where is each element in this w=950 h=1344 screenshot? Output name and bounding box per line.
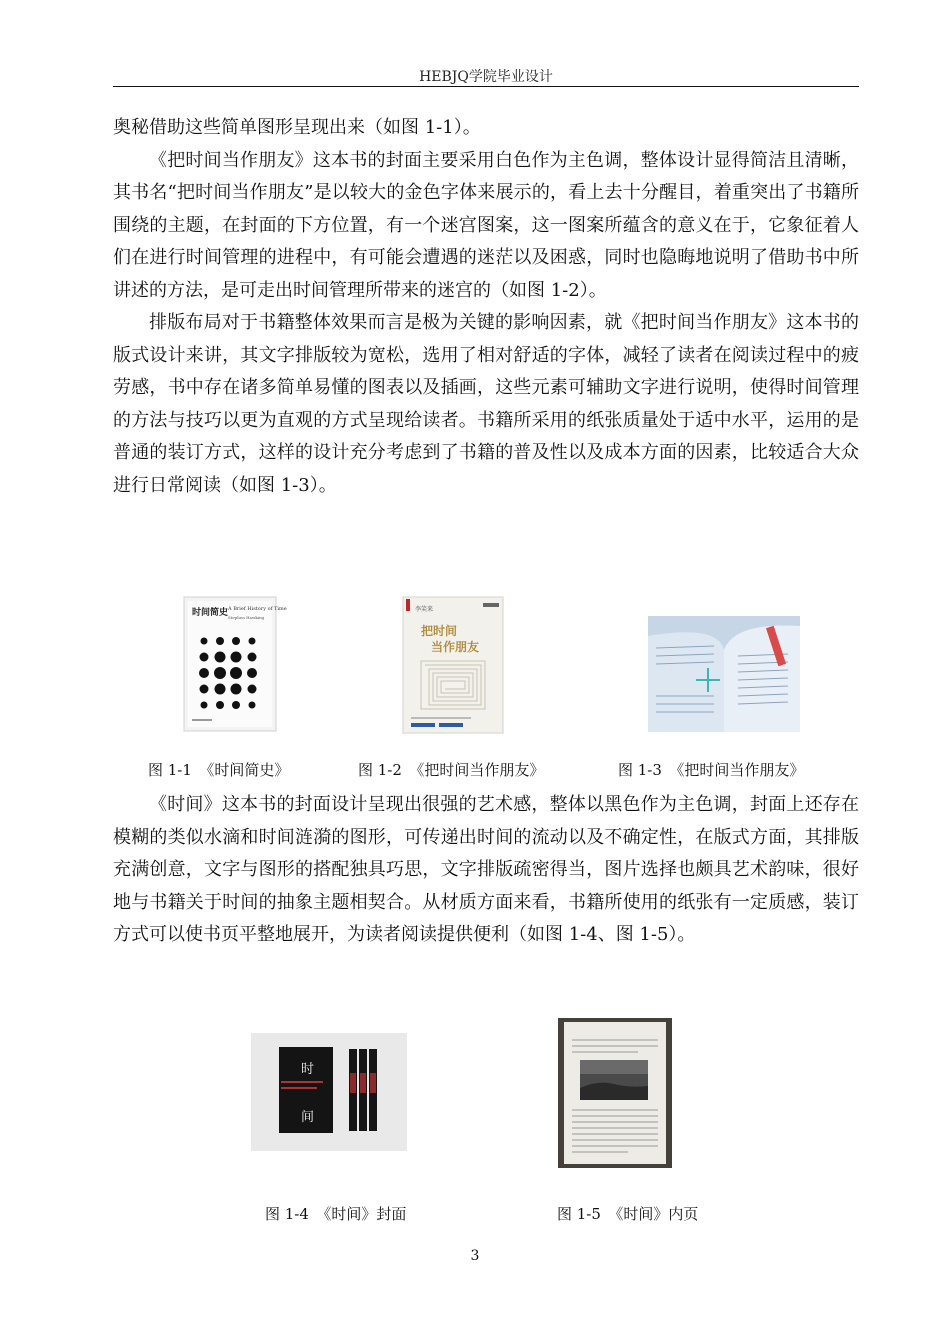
text-block-2 xyxy=(113,789,859,952)
figure-1-1-image xyxy=(184,597,287,735)
figure-1-4-image xyxy=(251,1033,407,1155)
page-number: 3 xyxy=(470,1248,480,1264)
figure-1-3-image xyxy=(648,616,800,736)
cover-char-1: 时 xyxy=(301,1062,315,1077)
paragraph-1: 奥秘借助这些简单图形呈现出来（如图 1-1）。 xyxy=(113,117,481,138)
figure-1-5-image xyxy=(558,1018,672,1172)
figure-1-2-image xyxy=(403,597,503,737)
cover-title: 时间简史 xyxy=(192,608,229,618)
cover-subtitle: A Brief History of Time xyxy=(228,606,287,612)
paragraph-2: 《把时间当作朋友》这本书的封面主要采用白色作为主色调，整体设计显得简洁且清晰，其书名“把时间当作朋友”是以较大的金色字体来展示的，看上去十分醒目，着重突出了书籍所围绕的主题，在封面的下方位置，有一个迷宫图案，这一图案所蕴含的意义在于，它象征着人们在进行时间管理的进程中，有可能会遭遇的迷茫以及困惑，同时也隐晦地说明了借助书中所讲述的方法，是可走出时间管理所带来的迷宫的（如图 1-2）。 xyxy=(113,149,859,301)
cover-char-2: 间 xyxy=(301,1110,315,1125)
paragraph-4: 《时间》这本书的封面设计呈现出很强的艺术感，整体以黑色作为主色调，封面上还存在模糊的类似水滴和时间涟漪的图形，可传递出时间的流动以及不确定性，在版式方面，其排版充满创意，文字与图形的搭配独具巧思，文字排版疏密得当，图片选择也颇具艺术韵味，很好地与书籍关于时间的抽象主题相契合。从材质方面来看，书籍所使用的纸张有一定质感，装订方式可以使书页平整地展开，为读者阅读提供便利（如图 1-4、图 1-5）。 xyxy=(113,794,859,945)
figure-1-5-caption: 图 1-5 《时间》内页 xyxy=(557,1205,699,1223)
page-header: HEBJQ学院毕业设计 xyxy=(419,69,553,85)
figure-1-4-caption: 图 1-4 《时间》封面 xyxy=(265,1205,407,1223)
header-divider xyxy=(113,86,859,87)
cover-title-line1: 把时间 xyxy=(421,624,458,638)
figure-1-2-caption: 图 1-2 《把时间当作朋友》 xyxy=(358,761,545,779)
text-block-1 xyxy=(113,112,859,502)
cover-author: Stephen Hawking xyxy=(228,615,265,620)
figure-1-3-caption: 图 1-3 《把时间当作朋友》 xyxy=(618,761,805,779)
paragraph-3: 排版布局对于书籍整体效果而言是极为关键的影响因素，就《把时间当作朋友》这本书的版式设计来讲，其文字排版较为宽松，选用了相对舒适的字体，减轻了读者在阅读过程中的疲劳感，书中存在诸多简单易懂的图表以及插画，这些元素可辅助文字进行说明，使得时间管理的方法与技巧以更为直观的方式呈现给读者。书籍所采用的纸张质量处于适中水平，运用的是普通的装订方式，这样的设计充分考虑到了书籍的普及性以及成本方面的因素，比较适合大众进行日常阅读（如图 1-3）。 xyxy=(113,312,859,496)
cover-title-line2: 当作朋友 xyxy=(431,640,480,654)
cover-author: 李笑来 xyxy=(415,606,434,613)
figure-1-1-caption: 图 1-1 《时间简史》 xyxy=(148,761,290,779)
